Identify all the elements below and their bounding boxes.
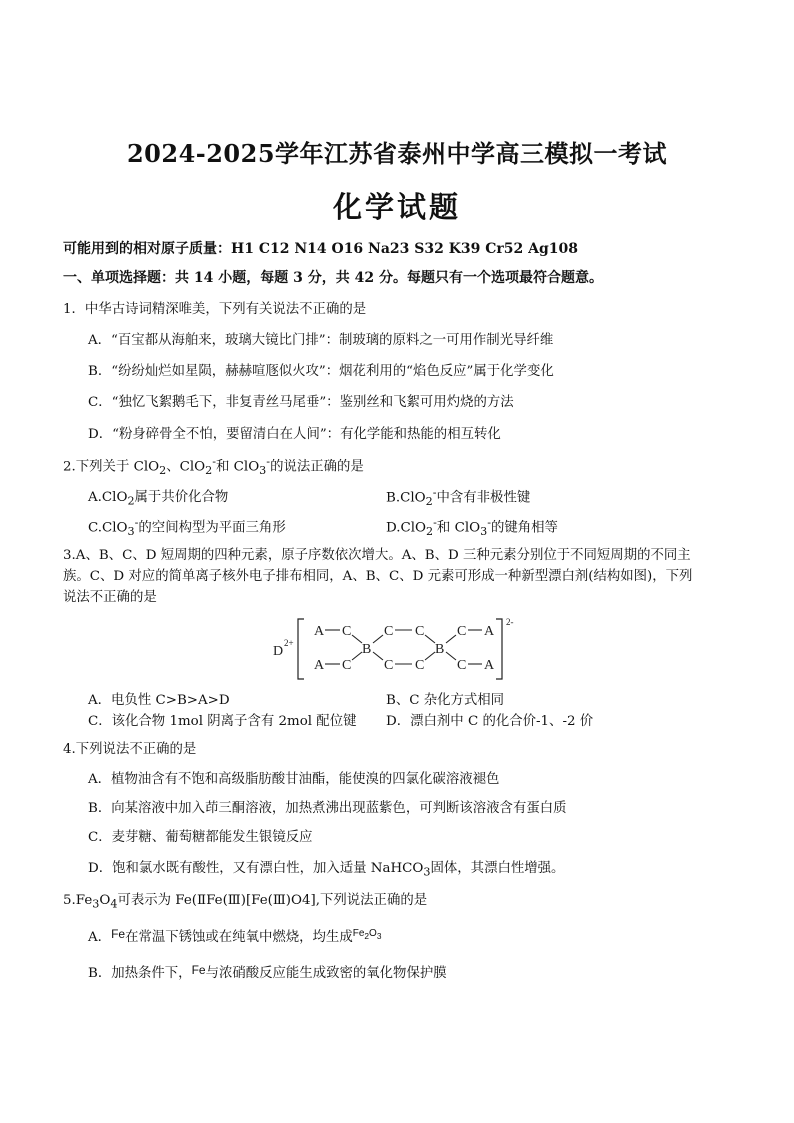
q3-option-d: D．漂白剂中 C 的化合价-1、-2 价 <box>386 714 594 729</box>
atom-b-right: B <box>435 642 445 657</box>
q2-option-a: A.ClO$_2$属于共价化合物 <box>88 490 229 508</box>
right-bracket <box>496 619 502 679</box>
atom-b-left: B <box>362 642 372 657</box>
cation-charge: 2+ <box>284 638 294 648</box>
q3-option-c: C．该化合物 1mol 阴离子含有 2mol 配位键 <box>88 714 357 729</box>
q1-option-c: C．“独忆飞絮鹅毛下，非复青丝马尾垂”：鉴别丝和飞絮可用灼烧的方法 <box>88 395 514 410</box>
q1-option-a: A．“百宝都从海舶来，玻璃大镜比门排”：制玻璃的原料之一可用作制光导纤维 <box>88 333 554 348</box>
atomic-masses: 可能用到的相对原子质量：H1 C12 N14 O16 Na23 S32 K39 Cr52 Ag108 <box>63 241 579 257</box>
q3-stem-line3: 说法不正确的是 <box>63 590 157 605</box>
q4-option-c: C．麦芽糖、葡萄糖都能发生银镜反应 <box>88 830 313 845</box>
atom-c-bottom-left: C <box>342 658 352 673</box>
atom-c-top-left: C <box>342 624 352 639</box>
q1-option-d: D．“粉身碎骨全不怕，要留清白在人间”：有化学能和热能的相互转化 <box>88 427 501 442</box>
q4-option-a: A．植物油含有不饱和高级脂肪酸甘油酯，能使溴的四氯化碳溶液褪色 <box>88 772 500 787</box>
atom-a-bottom-left: A <box>314 658 325 673</box>
atom-c-top-mid-right: C <box>415 624 425 639</box>
q2-stem: 2.下列关于 ClO$_2$、ClO$_2$-和 ClO$_3$-的说法正确的是 <box>63 455 364 478</box>
atom-c-bottom-right: C <box>457 658 467 673</box>
atom-c-top-right: C <box>457 624 467 639</box>
q2-option-c: C.ClO$_3$-的空间构型为平面三角形 <box>88 516 286 539</box>
anion-charge: 2- <box>506 617 514 627</box>
q3-stem-line2: 族。C、D 对应的简单离子核外电子排布相同，A、B、C、D 元素可形成一种新型漂白剂(结构如图)，下列 <box>63 569 693 584</box>
atom-c-top-mid-left: C <box>384 624 394 639</box>
q2-option-d: D.ClO$_2$-和 ClO$_3$-的键角相等 <box>386 516 558 539</box>
q5-option-b: B．加热条件下，Fe与浓硝酸反应能生成致密的氧化物保护膜 <box>88 963 447 981</box>
atom-c-bottom-mid-right: C <box>415 658 425 673</box>
q2-option-b: B.ClO$_2$-中含有非极性键 <box>386 486 531 509</box>
atom-c-bottom-mid-left: C <box>384 658 394 673</box>
q4-option-b: B．向某溶液中加入茚三酮溶液，加热煮沸出现蓝紫色，可判断该溶液含有蛋白质 <box>88 801 567 816</box>
subject-title: 化学试题 <box>332 190 461 224</box>
bleach-structure-diagram <box>270 615 530 683</box>
atom-a-top-left: A <box>314 624 325 639</box>
exam-title: 2024-2025学年江苏省泰州中学高三模拟一考试 <box>126 139 668 168</box>
q3-option-b: B、C 杂化方式相同 <box>386 693 505 708</box>
cation-symbol: D <box>273 644 284 659</box>
q4-option-d: D．饱和氯水既有酸性，又有漂白性，加入适量 NaHCO$_3$固体，其漂白性增强。 <box>88 861 565 879</box>
atom-a-top-right: A <box>484 624 495 639</box>
q5-option-a: A．Fe在常温下锈蚀或在纯氧中燃烧，均生成$^{Fe_2O_3}$ <box>88 927 382 945</box>
q4-stem: 4.下列说法不正确的是 <box>63 742 197 757</box>
q3-option-a: A．电负性 C>B>A>D <box>88 693 230 708</box>
left-bracket <box>298 619 304 679</box>
q1-option-b: B．“纷纷灿烂如星陨，赫赫喧豗似火攻”：烟花利用的“焰色反应”属于化学变化 <box>88 364 554 379</box>
atom-a-bottom-right: A <box>484 658 495 673</box>
q5-stem: $5.Fe_3O_4$可表示为 Fe(ⅡFe(Ⅲ)[Fe(Ⅲ)O4],下列说法正确的是 <box>63 893 428 911</box>
q1-stem: 1．中华古诗词精深唯美，下列有关说法不正确的是 <box>63 302 367 317</box>
q3-stem-line1: 3.A、B、C、D 短周期的四种元素，原子序数依次增大。A、B、D 三种元素分别位于不同短周期的不同主 <box>63 548 691 563</box>
section-heading: 一、单项选择题：共 14 小题，每题 3 分，共 42 分。每题只有一个选项最符合题意。 <box>63 270 603 286</box>
